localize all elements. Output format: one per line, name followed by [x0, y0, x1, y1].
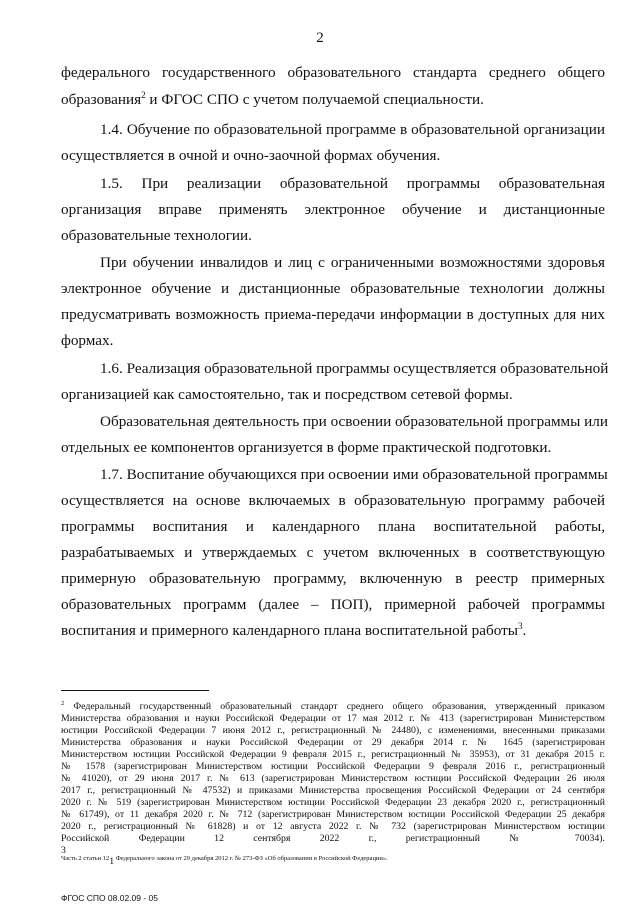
paragraph-line: образовательных программ (далее – ПОП), примерной рабочей программы	[61, 596, 605, 613]
paragraph-line: федерального государственного образовательного стандарта среднего общего	[61, 64, 605, 81]
page-number: 2	[316, 30, 324, 46]
footnote-line: Российской Федерации 12 сентября 2022 г., регистрационный № 70034).	[61, 833, 605, 844]
footnote-number: 2	[61, 700, 65, 707]
paragraph-line: осуществляется в очной и очно-заочной формах обучения.	[61, 147, 441, 164]
paragraph-line: разрабатываемых и утверждаемых с учетом включенных в соответствующую	[61, 544, 605, 561]
paragraph-line: 1.7. Воспитание обучающихся при освоении ими образовательной программы	[100, 466, 608, 483]
paragraph-line: предусматривать возможность приема-передачи информации в доступных для них	[61, 306, 605, 323]
document-code-footer: ФГОС СПО 08.02.09 - 05	[61, 893, 159, 903]
footnote-line: юстиции Российской Федерации 7 июня 2012 г., регистрационный № 24480), с изменениями, внесенными приказами	[61, 725, 605, 736]
text-fragment: воспитания и примерного календарного плана воспитательной работы	[61, 622, 518, 639]
paragraph-line: 1.5. При реализации образовательной программы образовательная	[100, 175, 605, 192]
paragraph-line: отдельных ее компонентов организуется в форме практической подготовки.	[61, 439, 552, 456]
paragraph-line: электронное обучение и дистанционные образовательные технологии должны	[61, 280, 605, 297]
paragraph-line: осуществляется на основе включаемых в образовательную программу рабочей	[61, 492, 605, 509]
paragraph-line: организацией как самостоятельно, так и посредством сетевой формы.	[61, 386, 513, 403]
paragraph-line	[61, 91, 605, 109]
article-superscript: Федерального закона от 29 декабря 2012 г. № 273-ФЗ «Об образовании в Российской Федерации».	[114, 855, 388, 862]
footnote-line: 2017 г., регистрационный № 47532) и приказами Министерства просвещения Российской Федерации от 24 сентября	[61, 785, 605, 796]
text-fragment: Федеральный государственный образовательный стандарт среднего общего образования, утвержденный приказом	[64, 701, 605, 712]
paragraph-line: образовательные технологии.	[61, 227, 252, 244]
footnote-line	[61, 856, 605, 868]
paragraph-line	[61, 622, 605, 640]
paragraph-line: При обучении инвалидов и лиц с ограниченными возможностями здоровья	[100, 254, 605, 271]
text-fragment: образования	[61, 91, 142, 108]
paragraph-line: формах.	[61, 332, 114, 349]
text-fragment: 1	[109, 856, 115, 867]
footnote-line	[61, 701, 605, 713]
footnote-separator	[61, 690, 209, 691]
footnote-line: № 61749), от 11 декабря 2020 г. № 712 (зарегистрирован Министерством юстиции Российской Федерации 25 декабря	[61, 809, 605, 820]
paragraph-line: программы воспитания и календарного плана воспитательной работы,	[61, 518, 605, 535]
footnote-line: Министерства образования и науки Российской Федерации от 29 декабря 2014 г. № 1645 (зарегистрирован	[61, 737, 605, 748]
footnote-line: № 41020), от 29 июня 2017 г. № 613 (зарегистрирован Министерством юстиции Российской Федерации 26 июля	[61, 773, 605, 784]
footnote-line: 2020 г., регистрационный № 61828) и от 12 августа 2022 г. № 732 (зарегистрирован Министерством юстиции	[61, 821, 605, 832]
footnote-line: 3	[61, 845, 66, 856]
text-fragment: .	[522, 622, 527, 639]
paragraph-line: Образовательная деятельность при освоении образовательной программы или	[100, 413, 608, 430]
paragraph-line: примерную образовательную программу, включенную в реестр примерных	[61, 570, 605, 587]
footnote-line: № 1578 (зарегистрирован Министерством юстиции Российской Федерации 9 февраля 2016 г., регистрационный	[61, 761, 605, 772]
footnote-line: Министерства образования и науки Российской Федерации от 17 мая 2012 г. № 413 (зарегистрирован Министерством	[61, 713, 605, 724]
paragraph-line: 1.6. Реализация образовательной программы осуществляется образовательной	[100, 360, 609, 377]
footnote-line: Министерством юстиции Российской Федерации 9 февраля 2015 г., регистрационный № 35953), от 31 декабря 2015 г.	[61, 749, 605, 760]
footnote-ref: 3	[517, 621, 523, 631]
paragraph-line: 1.4. Обучение по образовательной программе в образовательной организации	[100, 121, 605, 138]
footnote-number: Часть 2 статьи 12	[61, 855, 110, 862]
text-fragment: и ФГОС СПО с учетом получаемой специальности.	[145, 91, 484, 108]
footnote-ref: 2	[141, 90, 146, 100]
footnote-line: 2020 г. № 519 (зарегистрирован Министерством юстиции Российской Федерации 23 декабря 2020 г., регистрационный	[61, 797, 605, 808]
paragraph-line: организация вправе применять электронное обучение и дистанционные	[61, 201, 605, 218]
